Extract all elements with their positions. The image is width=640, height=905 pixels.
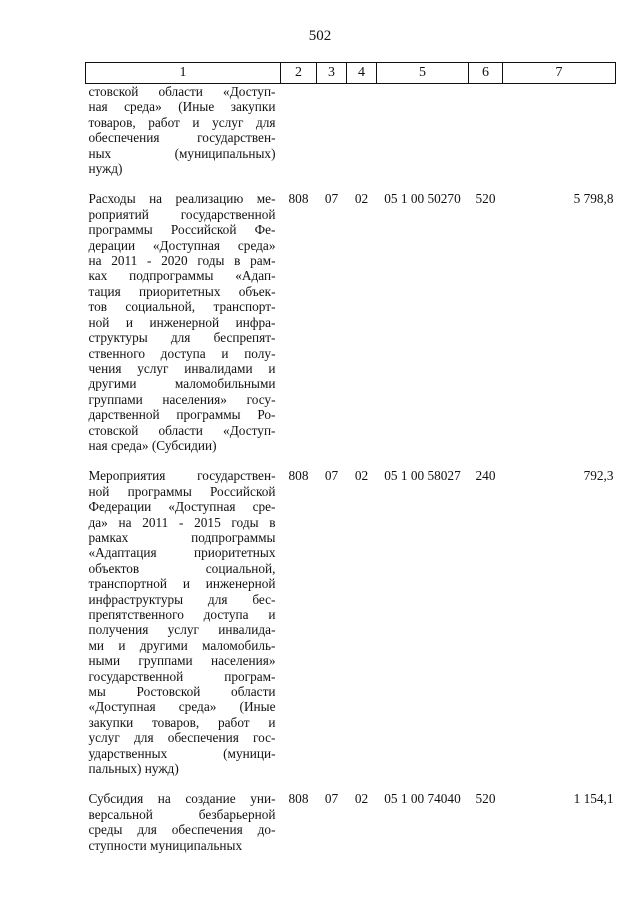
- description-line: препятственного доступа и: [88, 607, 276, 622]
- target-article-code: 05 1 00 58027: [384, 468, 461, 484]
- description-line: государственной програм-: [88, 668, 276, 684]
- description-line: закупки товаров, работ и: [88, 714, 276, 730]
- table-row: [86, 188, 616, 465]
- section-code: 07: [324, 468, 339, 484]
- row-description: [86, 788, 281, 865]
- description-line: дарственной программы Ро-: [88, 407, 276, 423]
- description-line: транспортной и инженерной: [88, 576, 276, 592]
- description-line: другими маломобильными: [88, 376, 276, 392]
- target-article-code: 05 1 00 74040: [384, 791, 461, 807]
- description-line: ках подпрограммы «Адап-: [88, 268, 276, 284]
- page-number: 502: [308, 28, 332, 44]
- description-line: ственного доступа и полу-: [88, 345, 276, 361]
- column-header-2: 2: [281, 63, 317, 84]
- description-line: среды для обеспечения до-: [88, 822, 276, 838]
- description-line: структуры для беспрепят-: [88, 330, 276, 346]
- section-code: 07: [324, 791, 339, 807]
- description-line: получения услуг инвалида-: [88, 622, 276, 638]
- table-row: [86, 788, 616, 865]
- column-header-6: 6: [469, 63, 503, 84]
- expense-type-code: [469, 84, 503, 189]
- description-line: стовской области «Доступ-: [88, 84, 276, 99]
- expense-type-code: 520: [475, 191, 496, 207]
- table-row: [86, 84, 616, 189]
- description-line: рамках подпрограммы: [88, 529, 276, 545]
- amount: 1 154,1: [573, 791, 614, 807]
- column-header-5: 5: [377, 63, 469, 84]
- expense-type-code: 520: [475, 791, 496, 807]
- subsection-code: 02: [354, 191, 369, 207]
- description-line: роприятий государственной: [88, 206, 276, 222]
- table-header-row: [86, 63, 616, 84]
- ministry-code: 808: [288, 468, 309, 484]
- column-header-1: 1: [86, 63, 281, 84]
- description-line: ными группами населения»: [88, 653, 276, 669]
- row-description: [86, 465, 281, 788]
- description-line: ступности муниципальных: [88, 837, 243, 853]
- description-line: ной и инженерной инфра-: [88, 314, 276, 330]
- description-line: Расходы на реализацию ме-: [88, 191, 276, 207]
- target-article-code: 05 1 00 50270: [384, 191, 461, 207]
- description-line: ной программы Российской: [88, 483, 276, 499]
- description-line: Субсидия на создание уни-: [88, 791, 276, 807]
- row-description: [86, 84, 281, 189]
- amount: 5 798,8: [573, 191, 614, 207]
- description-line: «Доступная среда» (Иные: [88, 699, 276, 715]
- table-body: [86, 84, 616, 866]
- column-header-3: 3: [317, 63, 347, 84]
- description-line: ми и другими маломобиль-: [88, 637, 276, 653]
- column-header-4: 4: [347, 63, 377, 84]
- column-header-7: 7: [503, 63, 616, 84]
- description-line: Федерации «Доступная сре-: [88, 499, 276, 515]
- table-row: [86, 465, 616, 788]
- description-line: версальной безбарьерной: [88, 806, 276, 822]
- description-line: ных (муниципальных): [88, 145, 276, 161]
- description-line: объектов социальной,: [88, 560, 276, 576]
- target-article-code: [377, 84, 469, 189]
- description-line: стовской области «Доступ-: [88, 422, 276, 438]
- description-line: нужд): [88, 161, 123, 177]
- budget-table: [85, 62, 616, 865]
- ministry-code: 808: [288, 191, 309, 207]
- section-code: 07: [324, 191, 339, 207]
- subsection-code: 02: [354, 791, 369, 807]
- description-line: мы Ростовской области: [88, 684, 276, 700]
- description-line: ная среда» (Иные закупки: [88, 99, 276, 115]
- row-description: [86, 188, 281, 465]
- description-line: обеспечения государствен-: [88, 130, 276, 146]
- description-line: пальных) нужд): [88, 761, 179, 777]
- description-line: чения услуг инвалидами и: [88, 360, 276, 376]
- description-line: тация приоритетных объек-: [88, 283, 276, 299]
- section-code: [317, 84, 347, 189]
- description-line: услуг для обеспечения гос-: [88, 730, 276, 746]
- subsection-code: [347, 84, 377, 189]
- ministry-code: 808: [288, 791, 309, 807]
- description-line: Мероприятия государствен-: [88, 468, 276, 484]
- description-line: ная среда» (Субсидии): [88, 437, 217, 453]
- description-line: программы Российской Фе-: [88, 222, 276, 238]
- expense-type-code: 240: [475, 468, 496, 484]
- subsection-code: 02: [354, 468, 369, 484]
- description-line: инфраструктуры для бес-: [88, 591, 276, 607]
- description-line: дерации «Доступная среда»: [88, 237, 276, 253]
- description-line: «Адаптация приоритетных: [88, 545, 276, 561]
- description-line: ударственных (муници-: [88, 745, 276, 761]
- amount: [503, 84, 616, 189]
- description-line: тов социальной, транспорт-: [88, 299, 276, 315]
- description-line: товаров, работ и услуг для: [88, 114, 276, 130]
- ministry-code: [281, 84, 317, 189]
- description-line: группами населения» госу-: [88, 391, 276, 407]
- amount: 792,3: [583, 468, 614, 484]
- description-line: на 2011 - 2020 годы в рам-: [88, 253, 276, 269]
- description-line: да» на 2011 - 2015 годы в: [88, 514, 276, 530]
